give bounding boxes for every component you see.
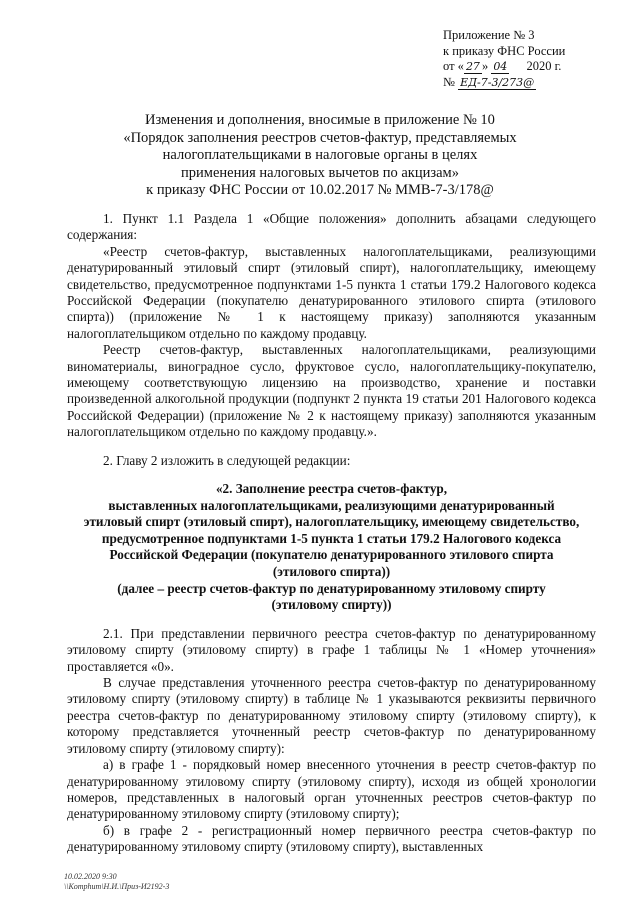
date-month-handwritten: 04 [493,60,508,73]
paragraph-item-a: а) в графе 1 - порядковый номер внесенного уточнения в реестр счетов-фактур по денатурированному этиловому спирту (этиловому спирту), исходя из общей хронологии номеров, представленных в налоговый орган уточненных реестров счетов-фактур по денатурированному этиловому спирту (этиловому спирту); [67,757,596,822]
order-number-handwritten: ЕД-7-3/273@ [460,75,535,89]
appendix-number: Приложение № 3 [443,28,535,42]
chapter-heading: «2. Заполнение реестра счетов-фактур, выставленных налогоплательщиками, реализующими денатурированный этиловый спирт (этиловый спирт), налогоплательщику, имеющему свидетельство, предусмотренное подпунктами 1-5 пункта 1 статьи 179.2 Налогового кодекса Российской Федерации (покупателю денатурированного этилового спирта (этилового спирта)) (далее – реестр счетов-фактур по денатурированному этиловому спирту (этиловому спирту)) [83,481,580,613]
paragraph-2-1: 2.1. При представлении первичного реестра счетов-фактур по денатурированному этиловому спирту (этиловому спирту) в графе 1 таблицы № 1 «Номер уточнения» проставляется «0». [67,625,596,674]
paragraph-3: Реестр счетов-фактур, выставленных налогоплательщиками, реализующими виноматериалы, виноградное сусло, фруктовое сусло, налогоплательщику-покупателю, имеющему соответствующую лицензию на производство, хранение и поставки произведенной алкогольной продукции (подпункт 2 пункта 19 статьи 201 Налогового кодекса Российской Федерации) (приложение № 2 к настоящему приказу) заполняются указанным налогоплательщиком отдельно по каждому продавцу.». [67,342,596,440]
file-footer: 10.02.2020 9:30 \\Komphum\Н.И.\Приз-И2192-3 [64,872,170,891]
paragraph-1: 1. Пункт 1.1 Раздела 1 «Общие положения» дополнить абзацами следующего содержания: [67,211,596,243]
document-body [67,211,596,856]
paragraph-4: 2. Главу 2 изложить в следующей редакции: [103,452,351,468]
document-title: Изменения и дополнения, вносимые в приложение № 10 «Порядок заполнения реестров счетов-фактур, представляемых налогоплательщиками в налоговые органы в целях применения налоговых вычетов по акцизам» к приказу ФНС России от 10.02.2017 № ММВ-7-3/178@ [123,112,517,198]
paragraph-2: «Реестр счетов-фактур, выставленных налогоплательщиками, реализующими денатурированный этиловый спирт (этиловый спирт), налогоплательщику, имеющему свидетельство, предусмотренное подпунктами 1-5 пункта 1 статьи 179.2 Налогового кодекса Российской Федерации (покупателю денатурированного этилового спирта (этилового спирта)) (приложение № 1 к настоящему приказу) заполняются указанным налогоплательщиком отдельно по каждому продавцу. [67,243,596,341]
appendix-order-number: № ЕД-7-3/273@ [443,74,535,89]
appendix-order-ref: к приказу ФНС России [443,43,566,58]
paragraph-item-b: б) в графе 2 - регистрационный номер первичного реестра счетов-фактур по денатурированному этиловому спирту (этиловому спирту), выставленных [67,822,596,855]
appendix-block [443,28,613,90]
appendix-date: от « 27 » 04 2020 г. [443,59,562,73]
date-day-handwritten: 27 [465,60,480,73]
paragraph-2-1-refined: В случае представления уточненного реестра счетов-фактур по денатурированному этиловому спирту (этиловому спирту) в таблице № 1 указываются реквизиты первичного реестра счетов-фактур по денатурированному этиловому спирту (этиловому спирту), к которому представляется уточненный реестр счетов-фактур по денатурированному этиловому спирту (этиловому спирту): [67,675,596,756]
